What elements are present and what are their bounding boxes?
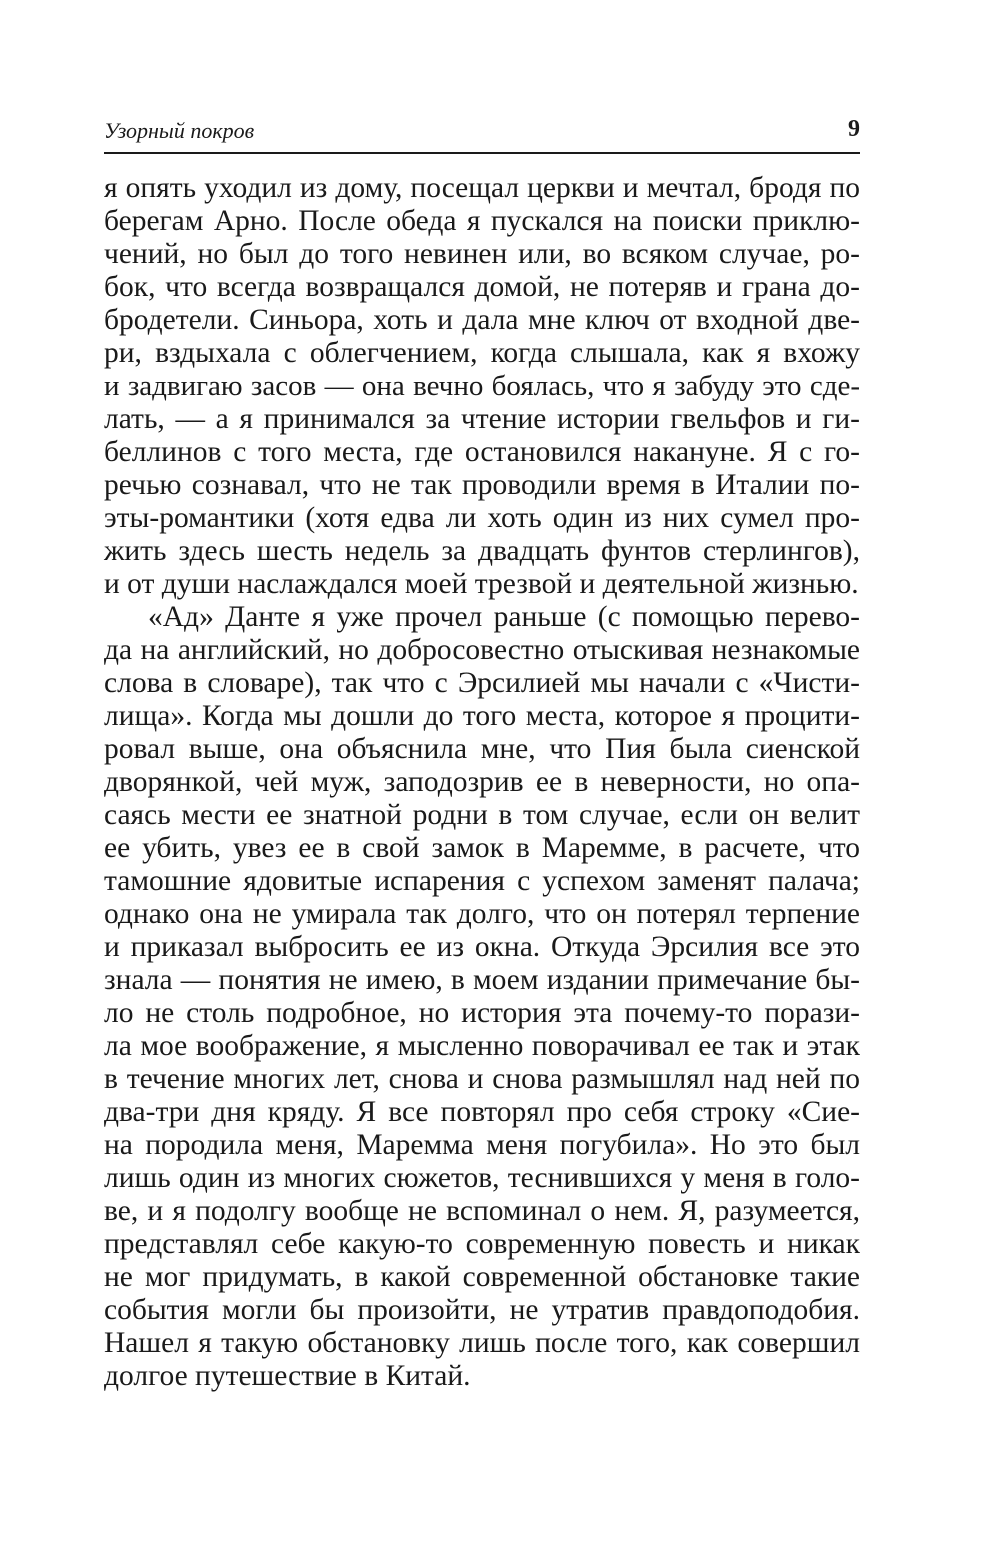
page-number: 9 <box>848 116 860 142</box>
text-line: ла мое воображение, я мысленно поворачивал ее так и этак <box>104 1030 860 1062</box>
text-line: знала — понятия не имею, в моем издании примечание бы- <box>104 964 860 996</box>
paragraph-2 <box>104 601 860 1393</box>
text-line: и от души наслаждался моей трезвой и деятельной жизнью. <box>104 568 859 600</box>
text-line: чений, но был до того невинен или, во всяком случае, ро- <box>104 238 860 270</box>
text-line: ровал выше, она объяснила мне, что Пия была сиенской <box>104 733 860 765</box>
text-line: события могли бы произойти, не утратив правдоподобия. <box>104 1294 860 1326</box>
text-line: дворянкой, чей муж, заподозрив ее в неверности, но опа- <box>104 766 860 798</box>
running-title: Узорный покров <box>104 118 255 143</box>
text-line: ве, и я подолгу вообще не вспоминал о нем. Я, разумеется, <box>104 1195 860 1227</box>
text-line: тамошние ядовитые испарения с успехом заменят палача; <box>104 865 860 897</box>
text-line: ее убить, увез ее в свой замок в Маремме, в расчете, что <box>104 832 860 864</box>
text-line: ло не столь подробное, но история эта почему-то порази- <box>104 997 860 1029</box>
text-line: берегам Арно. После обеда я пускался на поиски приклю- <box>104 205 860 237</box>
text-line: лишь один из многих сюжетов, теснившихся у меня в голо- <box>104 1162 860 1194</box>
text-line: Нашел я такую обстановку лишь после того, как совершил <box>104 1327 860 1359</box>
text-line: лища». Когда мы дошли до того места, которое я процити- <box>104 700 860 732</box>
text-line: бродетели. Синьора, хоть и дала мне ключ от входной две- <box>104 304 860 336</box>
paragraph-1 <box>104 172 860 601</box>
text-line: слова в словаре), так что с Эрсилией мы начали с «Чисти- <box>104 667 860 699</box>
text-line: не мог придумать, в какой современной обстановке такие <box>104 1261 860 1293</box>
body-text <box>104 172 860 1393</box>
text-line: на породила меня, Маремма меня погубила». Но это был <box>104 1129 860 1161</box>
text-line: однако она не умирала так долго, что он потерял терпение <box>104 898 860 930</box>
text-line: бок, что всегда возвращался домой, не потеряв и грана до- <box>104 271 860 303</box>
text-line: да на английский, но добросовестно отыскивая незнакомые <box>104 634 860 666</box>
text-line: и приказал выбросить ее из окна. Откуда Эрсилия все это <box>104 931 860 963</box>
text-line: я опять уходил из дому, посещал церкви и мечтал, бродя по <box>104 172 860 204</box>
text-line: лать, — а я принимался за чтение истории гвельфов и ги- <box>104 403 860 435</box>
text-line: долгое путешествие в Китай. <box>104 1360 471 1392</box>
text-line: ри, вздыхала с облегчением, когда слышала, как я вхожу <box>104 337 860 369</box>
running-header <box>104 116 860 154</box>
text-line: и задвигаю засов — она вечно боялась, что я забуду это сде- <box>104 370 860 402</box>
text-line: в течение многих лет, снова и снова размышлял над ней по <box>104 1063 860 1095</box>
text-line: беллинов с того места, где остановился накануне. Я с го- <box>104 436 860 468</box>
text-line: два-три дня кряду. Я все повторял про себя строку «Сие- <box>104 1096 860 1128</box>
text-line: саясь мести ее знатной родни в том случае, если он велит <box>104 799 860 831</box>
text-line: речью сознавал, что не так проводили время в Италии по- <box>104 469 860 501</box>
text-line: жить здесь шесть недель за двадцать фунтов стерлингов), <box>104 535 860 567</box>
text-line: эты-романтики (хотя едва ли хоть один из них сумел про- <box>104 502 860 534</box>
text-line: «Ад» Данте я уже прочел раньше (с помощью перево- <box>148 601 860 633</box>
text-line: представлял себе какую-то современную повесть и никак <box>104 1228 860 1260</box>
